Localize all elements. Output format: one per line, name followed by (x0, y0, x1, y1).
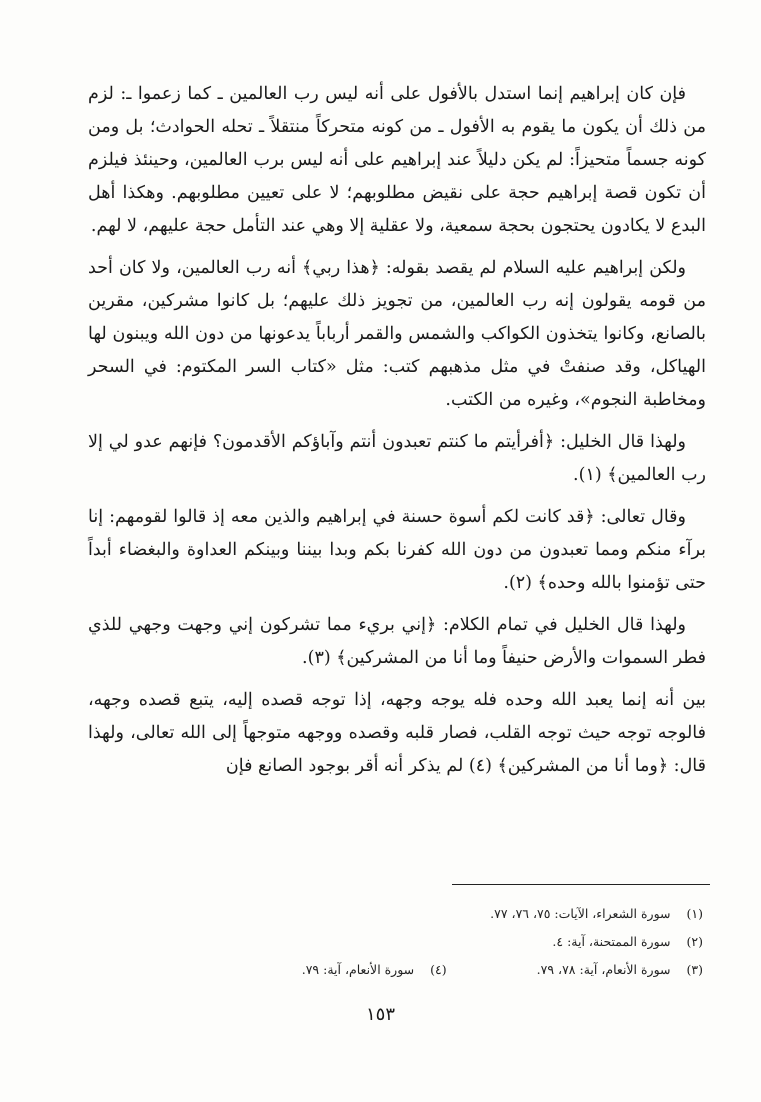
paragraph-1: فإن كان إبراهيم إنما استدل بالأفول على أنه ليس رب العالمين ـ كما زعموا ـ: لزم من ذلك أن يكون ما يقوم به الأفول ـ من كونه متحركاً منتقلاً ـ تحله الحوادث؛ بل ومن كونه جسماً متحيزاً: لم يكن دليلاً عند إبراهيم على أنه ليس برب العالمين، وحينئذ فيلزم أن تكون قصة إبراهيم حجة على نقيض مطلوبهم؛ لا على تعيين مطلوبهم. وهكذا أهل البدع لا يكادون يحتجون بحجة سمعية، ولا عقلية إلا وهي عند التأمل حجة عليهم، لا لهم. (88, 84, 706, 236)
footnote-separator (452, 884, 710, 885)
footnote-text: سورة الشعراء، الآيات: ٧٥، ٧٦، ٧٧. (490, 906, 671, 921)
footnote-number: (١) (686, 906, 703, 921)
main-text (88, 78, 706, 792)
footnote-1 (490, 900, 703, 928)
footnote-2 (552, 928, 703, 956)
paragraph-3: ولهذا قال الخليل: ﴿أفرأيتم ما كنتم تعبدون أنتم وآباؤكم الأقدمون؟ فإنهم عدو لي إلا رب العالمين﴾ (١). (88, 432, 706, 485)
paragraph-6: بين أنه إنما يعبد الله وحده فله يوجه وجهه، إذا توجه قصده إليه، يتبع قصده وجهه، فالوجه توجه حيث توجه القلب، فصار قلبه وقصده ووجهه متوجهاً إلى الله تعالى، ولهذا قال: ﴿وما أنا من المشركين﴾ (٤) لم يذكر أنه أقر بوجود الصانع فإن (88, 690, 706, 776)
footnote-row (103, 956, 703, 984)
footnote-4 (302, 956, 447, 984)
paragraph-2: ولكن إبراهيم عليه السلام لم يقصد بقوله: ﴿هذا ربي﴾ أنه رب العالمين، ولا كان أحد من قومه يقولون إنه رب العالمين، من تجويز ذلك عليهم؛ بل كانوا مشركين، مقرين بالصانع، وكانوا يتخذون الكواكب والشمس والقمر أرباباً يدعونها من دون الله ويبنون لها الهياكل، وقد صنفتْ في مثل مذهبهم كتب: مثل «كتاب السر المكتوم: في السحر ومخاطبة النجوم»، وغيره من الكتب. (88, 258, 706, 410)
footnote-text: سورة الأنعام، آية: ٧٨، ٧٩. (536, 962, 671, 977)
footnote-number: (٢) (686, 934, 703, 949)
footnote-text: سورة الأنعام، آية: ٧٩. (301, 962, 415, 977)
footnote-number: (٤) (430, 962, 447, 977)
page-number: ١٥٣ (365, 1004, 395, 1025)
footnote-text: سورة الممتحنة، آية: ٤. (552, 934, 671, 949)
footnote-row (103, 900, 703, 928)
footnote-3 (537, 956, 703, 984)
footnote-number: (٣) (686, 962, 703, 977)
footnotes (103, 900, 703, 984)
paragraph-4: وقال تعالى: ﴿قد كانت لكم أسوة حسنة في إبراهيم والذين معه إذ قالوا لقومهم: إنا برآء منكم ومما تعبدون من دون الله كفرنا بكم وبدا بيننا وبينكم العداوة والبغضاء أبداً حتى تؤمنوا بالله وحده﴾ (٢). (88, 507, 706, 593)
paragraph-5: ولهذا قال الخليل في تمام الكلام: ﴿إني بريء مما تشركون إني وجهت وجهي للذي فطر السموات والأرض حنيفاً وما أنا من المشركين﴾ (٣). (88, 615, 706, 668)
footnote-row (103, 928, 703, 956)
